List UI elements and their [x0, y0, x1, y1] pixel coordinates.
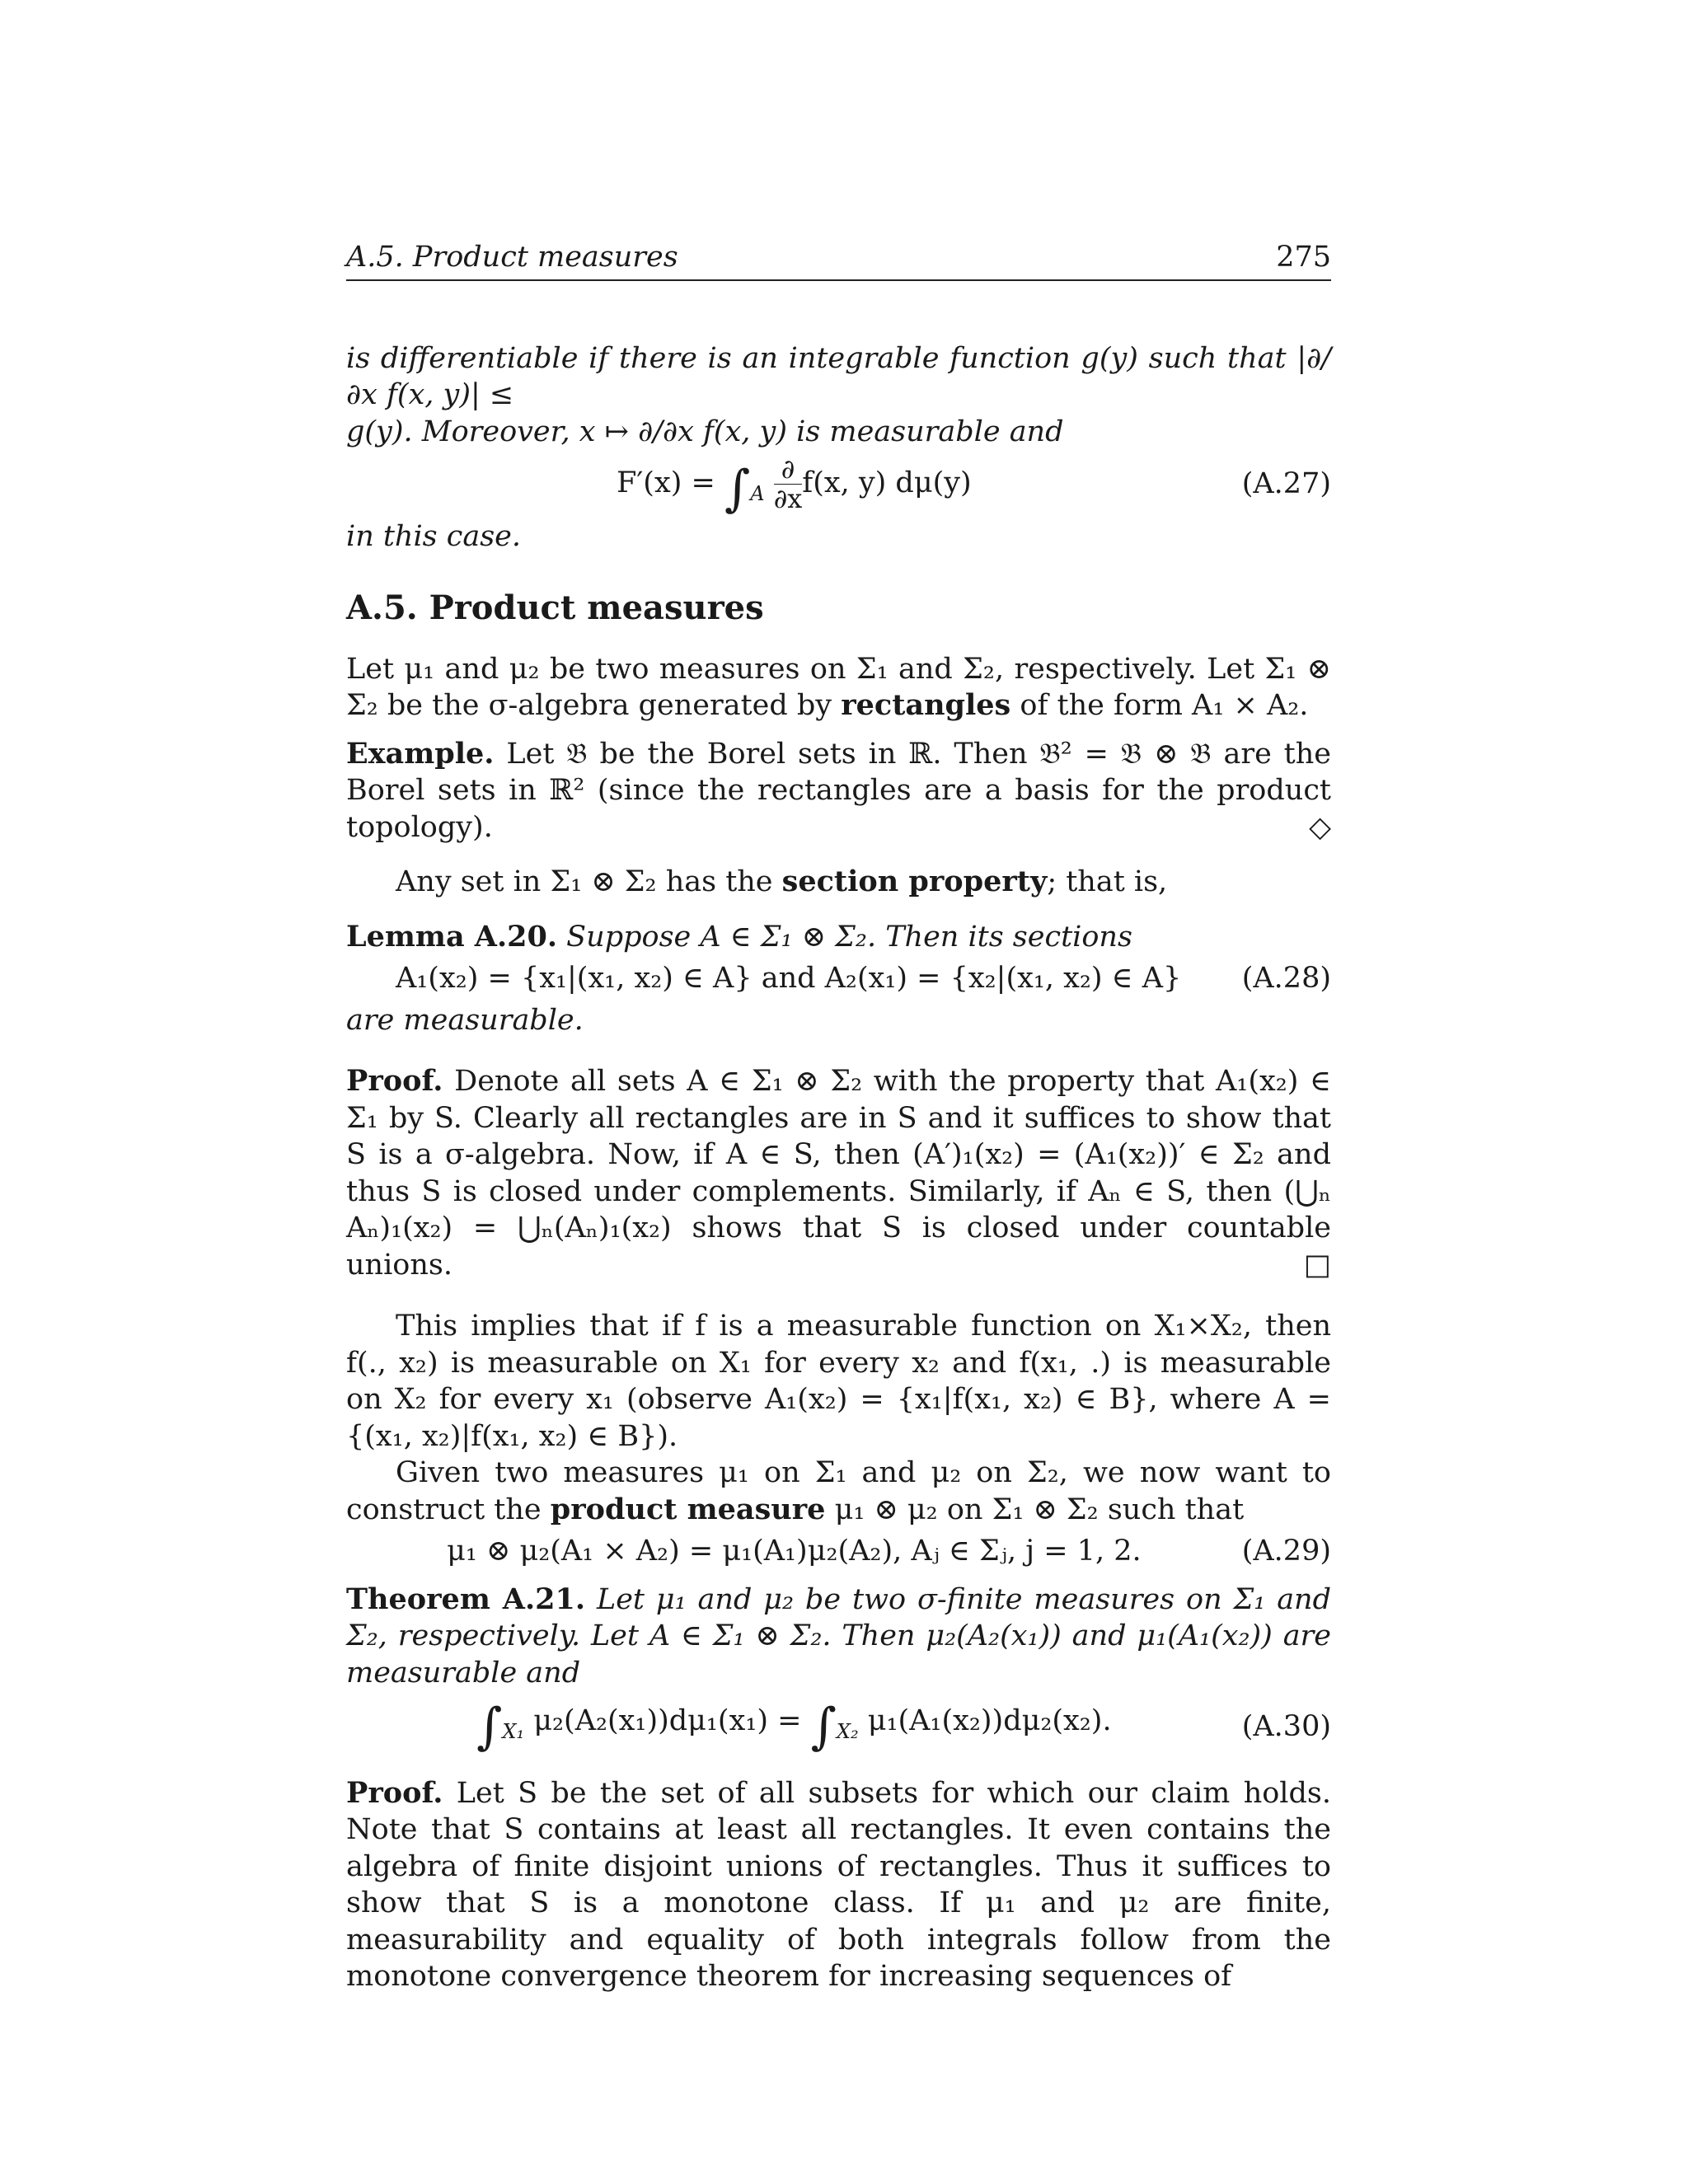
paragraph-4: Given two measures μ₁ on Σ₁ and μ₂ on Σ₂, we now want to construct the product measure μ₁ ⊗ μ₂ on Σ₁ ⊗ Σ₂ such that — [346, 1456, 1331, 1526]
running-header-title: A.5. Product measures — [346, 241, 678, 274]
intro-line-2: g(y). Moreover, x ↦ ∂/∂x f(x, y) is measurable and — [346, 415, 1064, 448]
theorem-statement: Theorem A.21. Let μ₁ and μ₂ be two σ-finite measures on Σ₁ and Σ₂, respectively. Let A ∈ Σ₁ ⊗ Σ₂. Then μ₂(A₂(x₁)) and μ₁(A₁(x₂)) are measurable and — [346, 1582, 1332, 1690]
intro-closing: in this case. — [346, 520, 522, 554]
equation-label-a29: (A.29) — [1241, 1535, 1331, 1568]
equation-a28 — [346, 960, 1331, 997]
equation-label-a30: (A.30) — [1241, 1709, 1331, 1743]
equation-a30-body: $\int_{X_1}$ $\mu_2(A_2(x_1))d\mu_1(x_1) = \int_{X_2}$ μ₁(A₁(x₂))dμ₂(x₂). — [476, 1698, 1112, 1756]
running-header — [346, 239, 1331, 281]
lemma-closing: are measurable. — [346, 1003, 584, 1037]
example-end-mark: ◇ — [1309, 810, 1331, 844]
equation-label-a27: (A.27) — [1241, 467, 1331, 501]
proof-2: Proof. Let S be the set of all subsets for which our claim holds. Note that S contains at least all rectangles. It even contains the algebra of finite disjoint unions of rectangles. Thus it suffices to show that S is a monotone class. If μ₁ and μ₂ are finite, measurability and equality of both integrals follow from the monotone convergence theorem for increasing sequences of — [346, 1775, 1331, 1994]
page-number: 275 — [1276, 241, 1331, 274]
section-title: A.5. Product measures — [346, 588, 764, 627]
paragraph-2: Any set in Σ₁ ⊗ Σ₂ has the section property; that is, — [396, 865, 1168, 899]
lemma-statement: Lemma A.20. Suppose A ∈ Σ₁ ⊗ Σ₂. Then its sections — [346, 919, 1132, 954]
equation-a30 — [346, 1698, 1331, 1756]
equation-a28-body: A₁(x₂) = {x₁|(x₁, x₂) ∈ A} and A₂(x₁) = {x₂|(x₁, x₂) ∈ A} — [396, 962, 1182, 996]
integral-sign: ∫ — [724, 460, 751, 518]
partial-fraction: $\frac{\partial}{\partial x}$ — [773, 453, 803, 515]
page — [346, 239, 1331, 1995]
equation-a29 — [346, 1533, 1331, 1570]
qed-symbol: □ — [1303, 1248, 1331, 1282]
equation-a27 — [346, 453, 1331, 518]
example-block: Example. Let 𝔅 be the Borel sets in ℝ. Then 𝔅² = 𝔅 ⊗ 𝔅 are the Borel sets in ℝ² (since the rectangles are a basis for the product topology). ◇ — [346, 736, 1331, 846]
paragraph-3: This implies that if f is a measurable function on X₁×X₂, then f(., x₂) is measurable on X₁ for every x₂ and f(x₁, .) is measurable on X₂ for every x₁ (observe A₁(x₂) = {x₁|f(x₁, x₂) ∈ B}, where A = {(x₁, x₂)|f(x₁, x₂) ∈ B}). — [346, 1310, 1331, 1453]
intro-line-1: is differentiable if there is an integrable function g(y) such that |∂/∂x f(x, y)| ≤ — [346, 341, 1331, 411]
proof-1: Proof. Denote all sets A ∈ Σ₁ ⊗ Σ₂ with the property that A₁(x₂) ∈ Σ₁ by S. Clearly all rectangles are in S and it suffices to show that S is a σ-algebra. Now, if A ∈ S, then (A′)₁(x₂) = (A₁(x₂))′ ∈ Σ₂ and thus S is closed under complements. Similarly, if Aₙ ∈ S, then (⋃ₙ Aₙ)₁(x₂) = ⋃ₙ(Aₙ)₁(x₂) shows that S is closed under countable unions. □ — [346, 1063, 1331, 1283]
equation-a27-body: $F'(x) = \int_A$ $\frac{\partial}{\partial x}$ f(x, y) dμ(y) — [617, 453, 972, 518]
equation-a29-body: μ₁ ⊗ μ₂(A₁ × A₂) = μ₁(A₁)μ₂(A₂), Aⱼ ∈ Σⱼ, j = 1, 2. — [447, 1535, 1142, 1568]
paragraph-1: Let μ₁ and μ₂ be two measures on Σ₁ and Σ₂, respectively. Let Σ₁ ⊗ Σ₂ be the σ-algebra generated by rectangles of the form A₁ × A₂. — [346, 652, 1331, 723]
equation-label-a28: (A.28) — [1241, 962, 1331, 996]
